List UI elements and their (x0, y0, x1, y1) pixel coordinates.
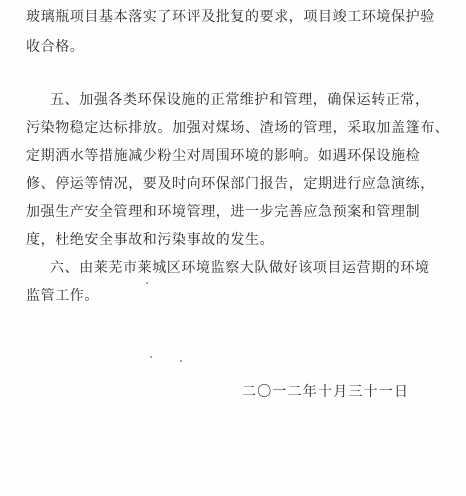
paragraph-5-line-3: 定期洒水等措施减少粉尘对周围环境的影响。如遇环保设施检 (26, 148, 421, 164)
paragraph-6-line-2: 监管工作。 (26, 288, 99, 304)
document-date: 二〇一二年十月三十一日 (242, 384, 410, 400)
scan-speck (146, 282, 148, 284)
paragraph-4-line-1: 玻璃瓶项目基本落实了环评及批复的要求，项目竣工环境保护验 (26, 9, 435, 25)
paragraph-5-line-1: 五、加强各类环保设施的正常维护和管理，确保运转正常， (50, 92, 430, 108)
paragraph-6-line-1: 六、由莱芜市莱城区环境监察大队做好该项目运营期的环境 (50, 260, 430, 276)
paragraph-5-line-2: 污染物稳定达标排放。加强对煤场、渣场的管理，采取加盖篷布、 (26, 120, 450, 136)
scan-speck (180, 360, 182, 362)
paragraph-5-line-4: 修、停运等情况，要及时向环保部门报告，定期进行应急演练， (26, 176, 435, 192)
paragraph-5-line-6: 度，杜绝安全事故和污染事故的发生。 (26, 232, 275, 248)
scan-speck (150, 356, 152, 358)
paragraph-4-line-2: 收合格。 (26, 39, 85, 55)
paragraph-5-line-5: 加强生产安全管理和环境管理，进一步完善应急预案和管理制 (26, 204, 421, 220)
